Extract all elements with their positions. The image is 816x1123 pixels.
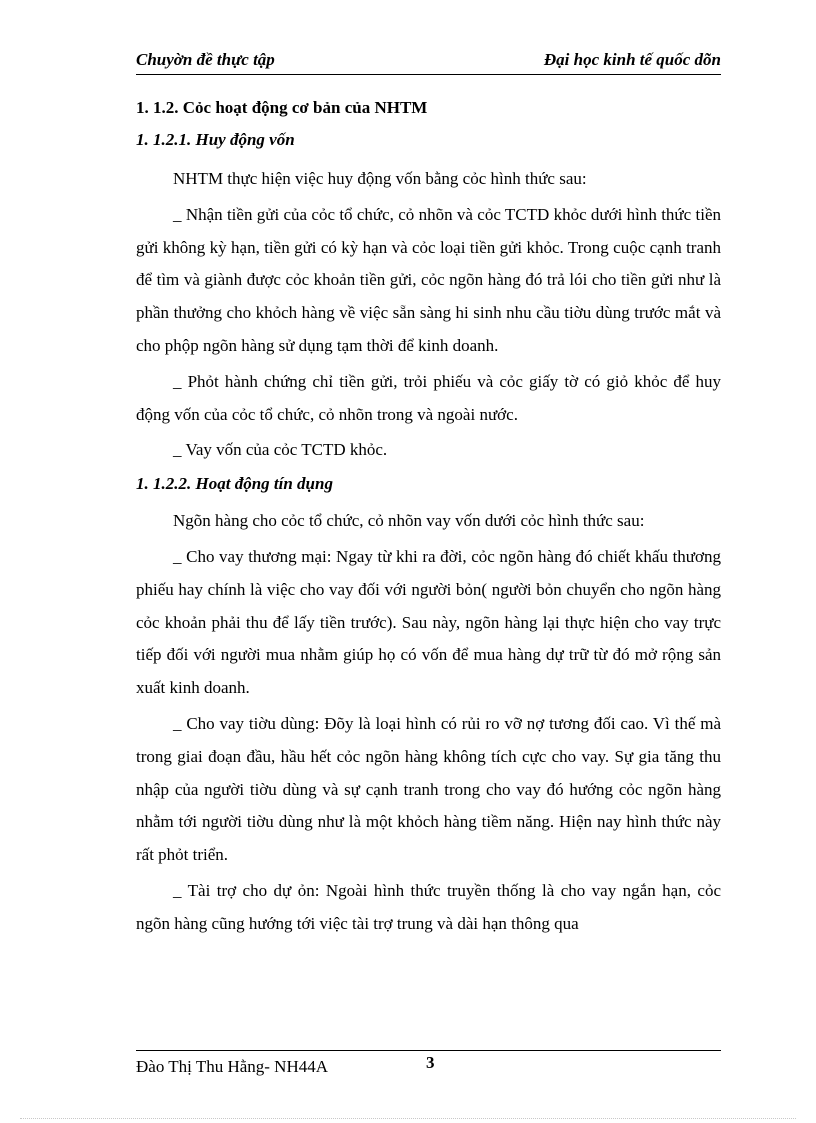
- section-heading: 1. 1.2. Cỏc hoạt động cơ bản của NHTM: [136, 98, 428, 117]
- subsection-heading-1: 1. 1.2.1. Huy động vốn: [136, 130, 295, 149]
- paragraph: _ Phỏt hành chứng chỉ tiền gửi, trỏi phiếu và cỏc giấy tờ có giỏ khỏc để huy động vốn của cỏc tổ chức, cỏ nhõn trong và ngoài nước.: [136, 371, 721, 424]
- subsection-heading-2: 1. 1.2.2. Hoạt động tín dụng: [136, 474, 333, 494]
- paragraph: _ Nhận tiền gửi của cỏc tổ chức, cỏ nhõn và cỏc TCTD khỏc dưới hình thức tiền gửi không kỳ hạn, tiền gửi có kỳ hạn và cỏc loại tiền gửi khỏc. Trong cuộc cạnh tranh để tìm và giành được cỏc khoản tiền gửi, cỏc ngõn hàng đó trả lói cho tiền gửi như là phần thưởng cho khỏch hàng về việc sẵn sàng hi sinh nhu cầu tiờu dùng trước mắt và cho phộp ngõn hàng sử dụng tạm thời để kinh doanh.: [136, 204, 721, 355]
- paragraph: _ Cho vay thương mại: Ngay từ khi ra đời, cỏc ngõn hàng đó chiết khấu thương phiếu hay chính là việc cho vay đối với người bỏn( người bỏn chuyển cho ngõn hàng cỏc khoản phải thu để lấy tiền trước). Sau này, ngõn hàng lại thực hiện cho vay trực tiếp đối với người mua nhằm giúp họ có vốn để mua hàng dự trữ từ đó mở rộng sản xuất kinh doanh.: [136, 546, 721, 698]
- page-header: [136, 50, 721, 75]
- paragraph: _ Cho vay tiờu dùng: Đõy là loại hình có rủi ro vỡ nợ tương đối cao. Vì thế mà trong giai đoạn đầu, hầu hết cỏc ngõn hàng không tích cực cho vay. Sự gia tăng thu nhập của người tiờu dùng và sự cạnh tranh trong cho vay đó hướng cỏc ngõn hàng nhằm tới người tiờu dùng như là một khỏch hàng tiềm năng. Hiện nay hình thức này rất phỏt triển.: [136, 713, 721, 865]
- page-footer: [136, 1050, 721, 1076]
- page-bottom-divider: [20, 1118, 796, 1119]
- paragraph: _ Vay vốn của cỏc TCTD khỏc.: [173, 440, 388, 460]
- header-right-text: Đại học kinh tế quốc dõn: [543, 50, 721, 69]
- paragraph: Ngõn hàng cho cỏc tổ chức, cỏ nhõn vay vốn dưới cỏc hình thức sau:: [173, 511, 645, 531]
- page-content: [136, 97, 721, 941]
- header-left-text: Chuyờn đề thực tập: [136, 50, 275, 69]
- paragraph: NHTM thực hiện việc huy động vốn bằng cỏc hình thức sau:: [173, 169, 587, 188]
- page-number: 3: [426, 1053, 435, 1072]
- footer-author: Đào Thị Thu Hằng- NH44A: [136, 1057, 329, 1076]
- paragraph: _ Tài trợ cho dự ỏn: Ngoài hình thức truyền thống là cho vay ngắn hạn, cỏc ngõn hàng cũng hướng tới việc tài trợ trung và dài hạn thông qua: [136, 880, 721, 933]
